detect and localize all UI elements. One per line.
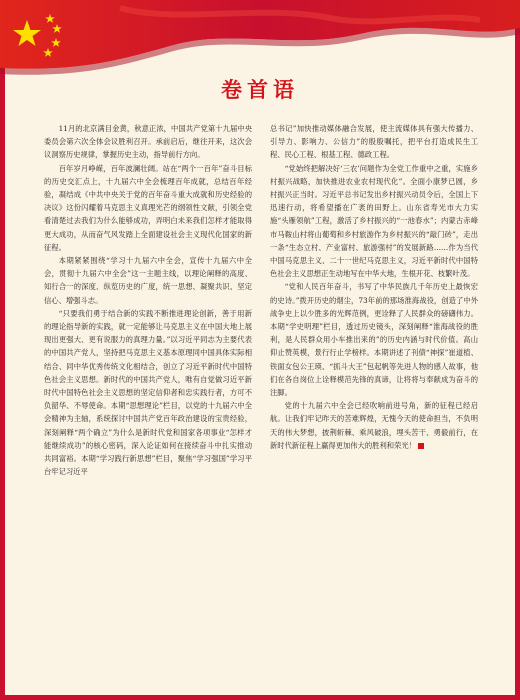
paragraph: “党和人民百年奋斗，书写了中华民族几千年历史上最恢宏的史诗。”拨开历史的烟尘，73年前的那场淮海战役，创造了中外战争史上以少胜多的光辉范例，更诠释了人民群众的磅礴伟力。本期“学史明理”栏目，透过历史镜头，深刻阐释“淮海战役的胜利，是人民群众用小车推出来的”的历史内涵与时代价值。高山仰止赞英模，景行行止学榜样。本期讲述了刊债“神探”崔道植、铁面女包公王瑛、“抓斗大王”包起帆等先进人物的感人故事，他们在各自岗位上诠释模范先锋的真谛，让将将与奉献成为奋斗的注脚。 bbox=[270, 282, 478, 398]
paragraph: 百年岁月峥嵘，百年波澜壮阔。站在“两个一百年”奋斗目标的历史交汇点上，十九届六中全会梳理百年成就，总结百年经验，凝结成《中共中央关于党的百年奋斗重大成就和历史经验的决议》这份闪耀着马克思主义真理光芒的纲领性文献，引领全党看清楚过去我们为什么能够成功，弄明白未来我们怎样才能取得更大成功，从而奋气风发踏上全面建设社会主义现代化国家的新征程。 bbox=[44, 163, 252, 252]
paragraph: 本期紧紧围绕“学习十九届六中全会，宣传十九届六中全会，贯彻十九届六中全会”这一主题主线，以理论阐释的高度、知行合一的深度、纵览历史的广度，统一思想、凝聚共识、坚定信心、增强斗志。 bbox=[44, 256, 252, 305]
paragraph-text: 党的十九届六中全会已经吹响前进号角，新的征程已经启航。让我们牢记昨天的苦难辉煌，无愧今天的使命担当，不负明天的伟大梦想，披荆斩棘、乘风破浪，埋头苦干、勇毅前行，在新时代新征程上赢得更加伟大的胜利和荣光！ bbox=[270, 401, 478, 450]
right-column bbox=[270, 122, 478, 452]
left-column bbox=[44, 122, 252, 478]
closing-paragraph bbox=[270, 399, 478, 452]
paragraph: 11月的北京满目金黄，秋意正浓，中国共产党第十九届中央委员会第六次全体会议胜利召开。承前启后，继往开来，这次会议洞察历史规律，掌握历史主动，指导前行方向。 bbox=[44, 124, 252, 160]
paragraph: “只要我们勇于结合新的实践不断推进理论创新，善于用新的理论指导新的实践，就一定能够让马克思主义在中国大地上展现出更强大、更有说服力的真理力量。”以习近平同志为主要代表的中国共产党人，坚持把马克思主义基本原理同中国具体实际相结合、同中华优秀传统文化相结合，创立了习近平新时代中国特色社会主义思想。新时代的中国共产党人，唯有自觉做习近平新时代中国特色社会主义思想的坚定信仰者和忠实践行者，方可不负韶华、不辱使命。本期“思想理论”栏目，以党的十九届六中全会精神为主轴，系统探讨中国共产党百年政治建设的宝贵经验，深刻阐释“两个确立”为什么是新时代党和国家各项事业“怎样才能继续成功”的核心密码，深入论证如何在接续奋斗中扎实推动共同富裕。本期“学习践行新思想”栏目，聚焦“学习强国”学习平台牢记习近平 bbox=[44, 308, 252, 477]
end-mark-icon bbox=[418, 443, 424, 449]
flag-stars-icon bbox=[0, 0, 80, 70]
paragraph: 总书记”加快推动媒体融合发展，使主流媒体具有强大传播力、引导力、影响力、公信力”的殷殷嘱托，把平台打造成民生工程、民心工程、根基工程、德政工程。 bbox=[270, 124, 478, 160]
right-red-border bbox=[515, 0, 520, 700]
bottom-red-border bbox=[0, 695, 520, 700]
left-red-border bbox=[0, 0, 5, 700]
paragraph: “党始终把解决好‘三农’问题作为全党工作重中之重，实施乡村振兴战略，加快推进农业农村现代化”。全面小康梦已圆，乡村振兴正当时。习近平总书记发出乡村振兴动员令后，全国上下迅速行动，将希望播在广袤的田野上。山东省寿光市大力实施“头雁领航”工程，激活了乡村振兴的“一池春水”；内蒙古赤峰市马鞍山村将山葡萄和乡村旅游作为乡村振兴的“敲门砖”，走出一条“生态立村、产业富村、旅游强村”的发展新路……作为当代中国马克思主义、二十一世纪马克思主义，习近平新时代中国特色社会主义思想正生动地写在中华大地，生根开花、枝繁叶茂。 bbox=[270, 163, 478, 279]
page-title: 卷首语 bbox=[221, 78, 299, 102]
